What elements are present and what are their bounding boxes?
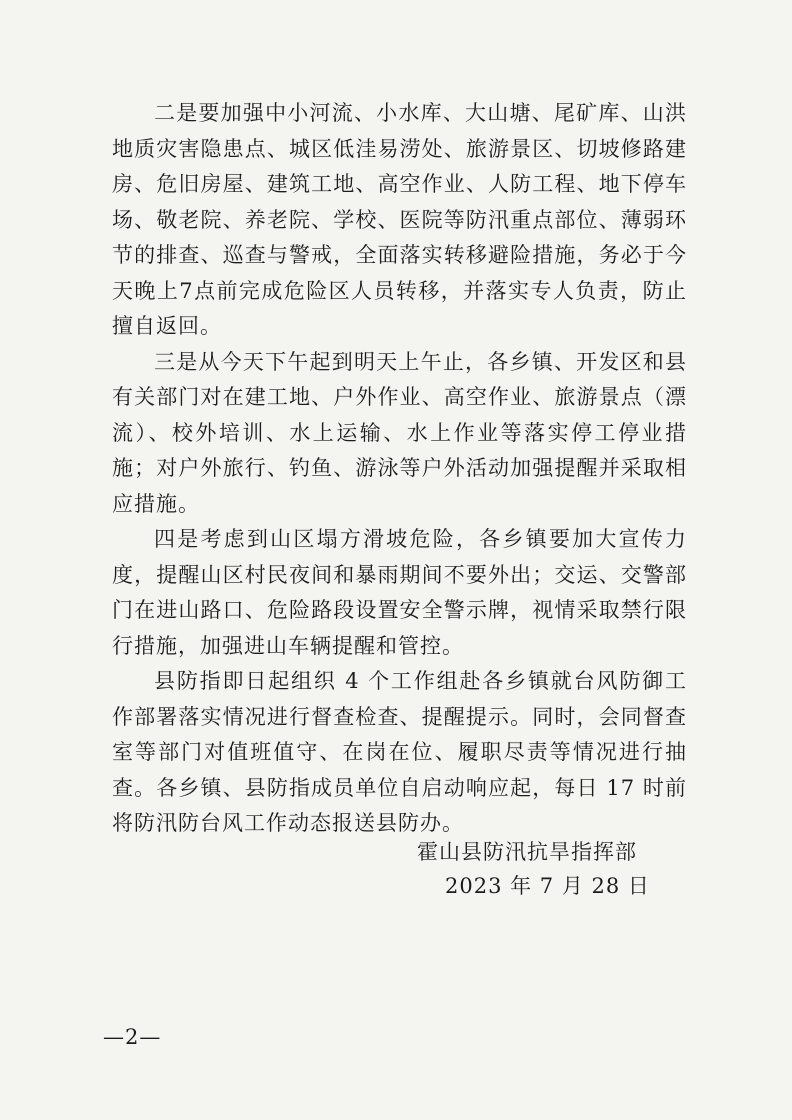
signature-block — [405, 835, 705, 903]
paragraph-supervision: 县防指即日起组织 4 个工作组赴各乡镇就台风防御工作部署落实情况进行督查检查、提醒提示。同时，会同督查室等部门对值班值守、在岗在位、履职尽责等情况进行抽查。各乡镇、县防指成员单位自启动响应起，每日 17 时前将防汛防台风工作动态报送县防办。 — [112, 669, 687, 835]
signature-date: 2023 年 7 月 28 日 — [445, 874, 650, 898]
paragraph-four: 四是考虑到山区塌方滑坡危险，各乡镇要加大宣传力度，提醒山区村民夜间和暴雨期间不要外出；交运、交警部门在进山路口、危险路段设置安全警示牌，视情采取禁行限行措施，加强进山车辆提醒和管控。 — [112, 527, 687, 658]
paragraph-three: 三是从今天下午起到明天上午止，各乡镇、开发区和县有关部门对在建工地、户外作业、高空作业、旅游景点（漂流）、校外培训、水上运输、水上作业等落实停工停业措施；对户外旅行、钓鱼、游泳等户外活动加强提醒并采取相应措施。 — [112, 349, 687, 516]
page-number: —2— — [103, 1025, 162, 1049]
signature-organization: 霍山县防汛抗旱指挥部 — [417, 840, 637, 864]
document-body — [112, 96, 687, 842]
paragraph-two: 二是要加强中小河流、小水库、大山塘、尾矿库、山洪地质灾害隐患点、城区低洼易涝处、旅游景区、切坡修路建房、危旧房屋、建筑工地、高空作业、人防工程、地下停车场、敬老院、养老院、学校、医院等防汛重点部位、薄弱环节的排查、巡查与警戒，全面落实转移避险措施，务必于今天晚上7点前完成危险区人员转移，并落实专人负责，防止擅自返回。 — [112, 101, 687, 338]
